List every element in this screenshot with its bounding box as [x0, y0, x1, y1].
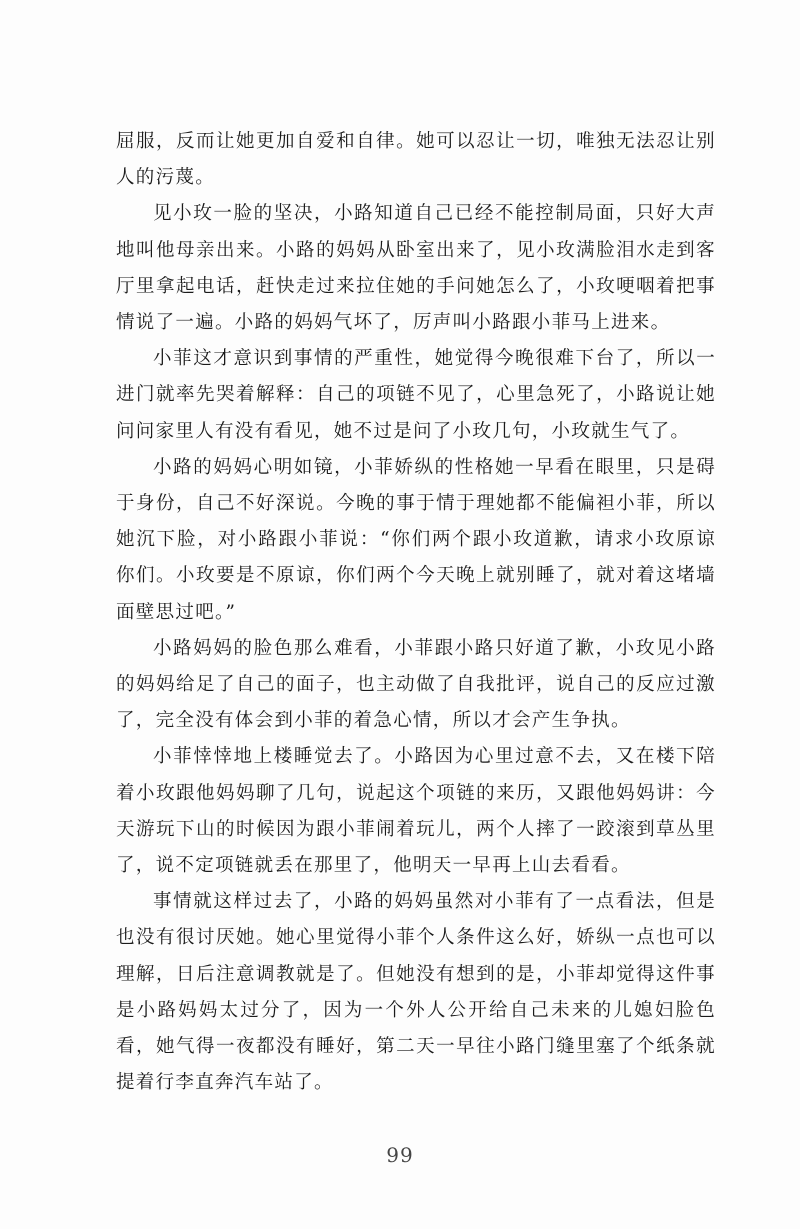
- paragraph: 事情就这样过去了，小路的妈妈虽然对小菲有了一点看法，但是也没有很讨厌她。她心里觉得小菲个人条件这么好，娇纵一点也可以理解，日后注意调教就是了。但她没有想到的是，小菲却觉得这件事是小路妈妈太过分了，因为一个外人公开给自己未来的儿媳妇脸色看，她气得一夜都没有睡好，第二天一早往小路门缝里塞了个纸条就提着行李直奔汽车站了。: [116, 891, 716, 1094]
- paragraph-continued: 屈服，反而让她更加自爱和自律。她可以忍让一切，唯独无法忍让别人的污蔑。: [116, 131, 716, 189]
- paragraph: 见小玫一脸的坚决，小路知道自己已经不能控制局面，只好大声地叫他母亲出来。小路的妈妈从卧室出来了，见小玫满脸泪水走到客厅里拿起电话，赶快走过来拉住她的手问她怎么了，小玫哽咽着把事情说了一遍。小路的妈妈气坏了，厉声叫小路跟小菲马上进来。: [116, 203, 716, 334]
- paragraph: 小菲这才意识到事情的严重性，她觉得今晚很难下台了，所以一进门就率先哭着解释：自己的项链不见了，心里急死了，小路说让她问问家里人有没有看见，她不过是问了小玫几句，小玫就生气了。: [116, 348, 716, 442]
- paragraph: 小路的妈妈心明如镜，小菲娇纵的性格她一早看在眼里，只是碍于身份，自己不好深说。今晚的事于情于理她都不能偏袒小菲，所以她沉下脸，对小路跟小菲说：“你们两个跟小玫道歉，请求小玫原谅你们。小玫要是不原谅，你们两个今天晚上就别睡了，就对着这堵墙面壁思过吧。”: [116, 456, 716, 623]
- body-text: [116, 124, 716, 1101]
- paragraph: 小路妈妈的脸色那么难看，小菲跟小路只好道了歉，小玫见小路的妈妈给足了自己的面子，也主动做了自我批评，说自己的反应过激了，完全没有体会到小菲的着急心情，所以才会产生争执。: [116, 637, 716, 732]
- paragraph: 小菲悻悻地上楼睡觉去了。小路因为心里过意不去，又在楼下陪着小玫跟他妈妈聊了几句，说起这个项链的来历，又跟他妈妈讲：今天游玩下山的时候因为跟小菲闹着玩儿，两个人摔了一跤滚到草丛里了，说不定项链就丢在那里了，他明天一早再上山去看看。: [116, 746, 716, 877]
- page-number: 99: [386, 1143, 414, 1167]
